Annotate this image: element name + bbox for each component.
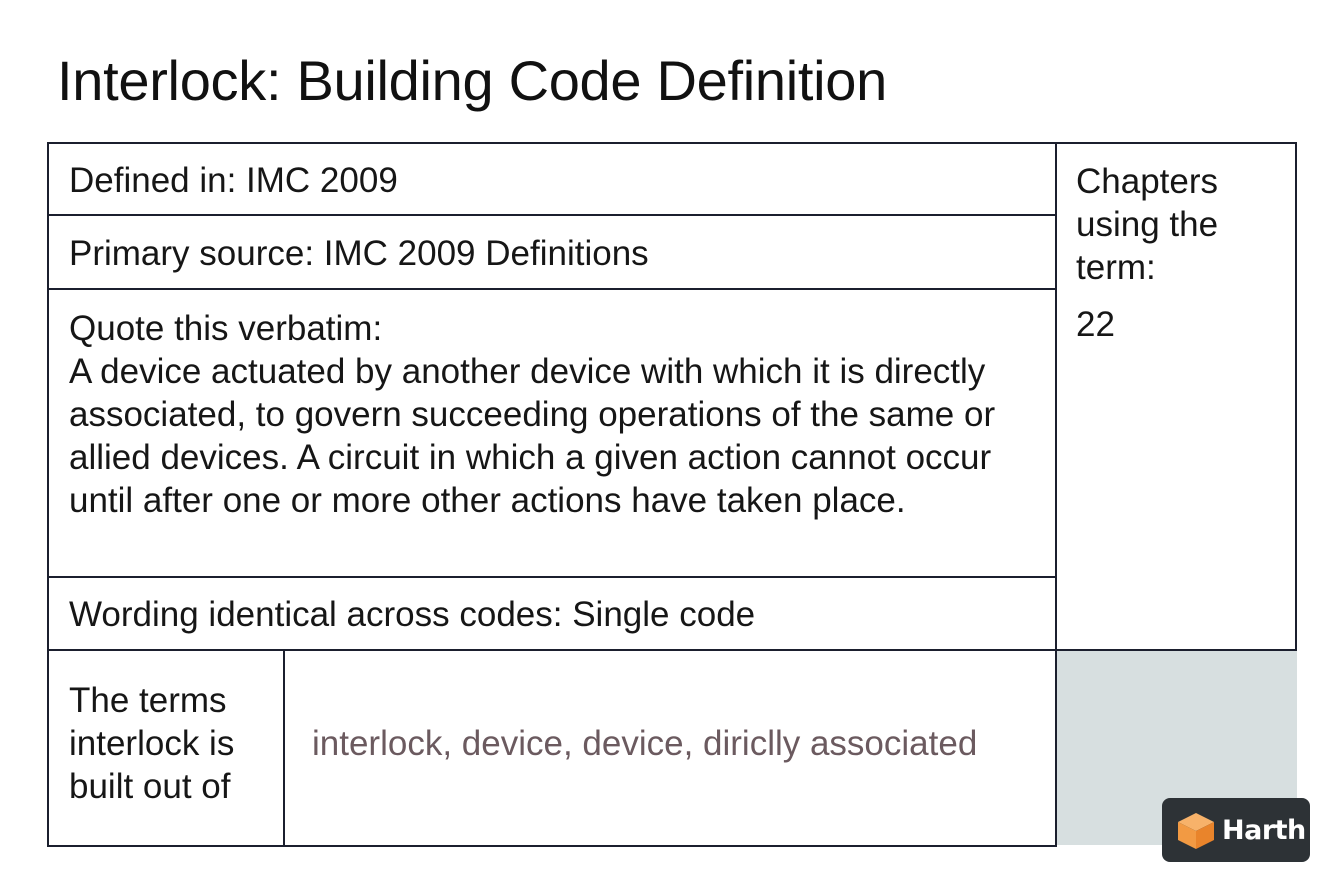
page-title: Interlock: Building Code Definition bbox=[57, 49, 887, 112]
harth-logo bbox=[1162, 798, 1310, 862]
logo-text: Harth bbox=[1222, 814, 1306, 846]
primary-source-cell: Primary source: IMC 2009 Definitions bbox=[69, 234, 649, 273]
chapters-label: Chapters using the term: bbox=[1076, 162, 1219, 287]
wording-cell: Wording identical across codes: Single code bbox=[69, 595, 756, 634]
chapters-value: 22 bbox=[1076, 305, 1115, 344]
row-divider bbox=[47, 576, 1057, 578]
row-divider bbox=[47, 288, 1057, 290]
built-from-terms: interlock, device, device, diriclly associated bbox=[312, 724, 978, 763]
quote-label: Quote this verbatim: bbox=[69, 309, 383, 348]
quote-text: A device actuated by another device with which it is directly associated, to govern succeeding operations of the same or allied devices. A circuit in which a given action cannot occur until after one or more other actions have taken place. bbox=[69, 352, 996, 520]
harth-house-icon bbox=[1174, 808, 1218, 852]
quote-cell bbox=[69, 307, 1049, 522]
defined-in-cell: Defined in: IMC 2009 bbox=[69, 161, 398, 200]
row-divider bbox=[47, 214, 1057, 216]
built-from-label: The terms interlock is built out of bbox=[69, 681, 235, 806]
